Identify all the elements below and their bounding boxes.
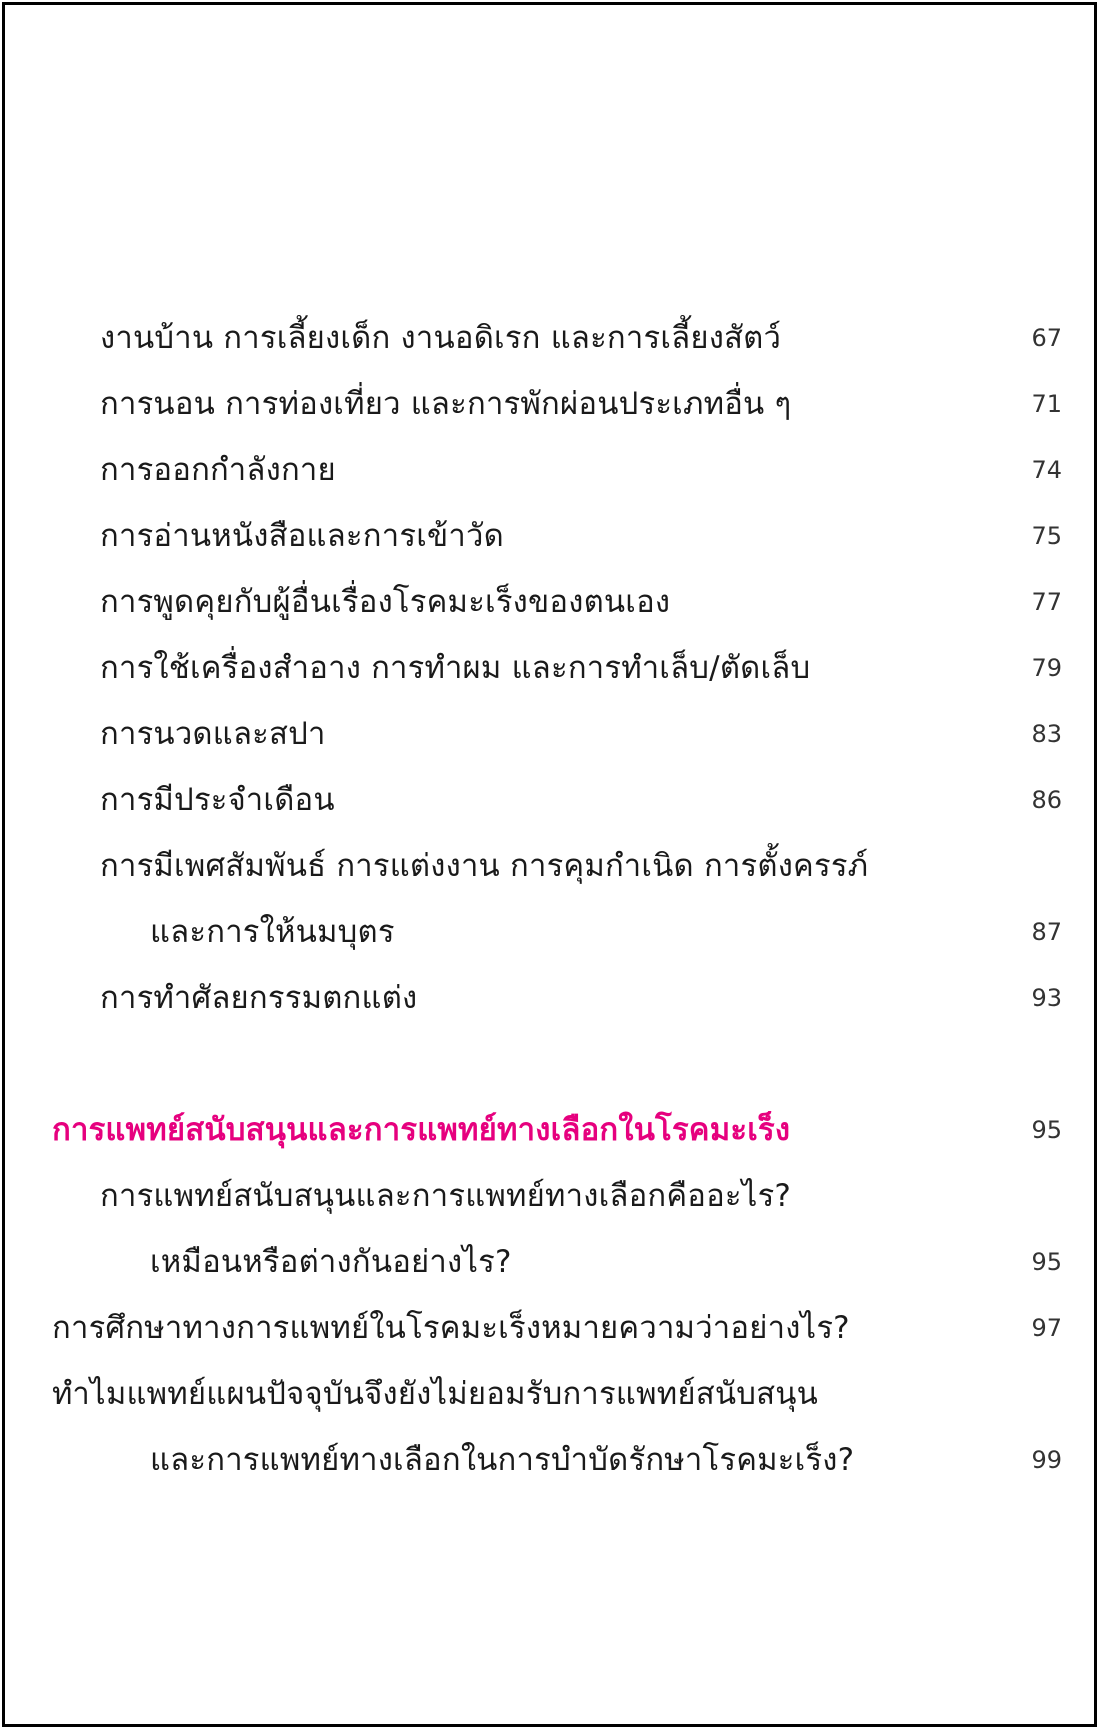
- toc-page-row: [0, 577, 1103, 627]
- toc-page-row: [0, 1105, 1103, 1155]
- toc-page-row: [0, 709, 1103, 759]
- toc-page-number: 77: [1031, 588, 1062, 616]
- toc-entry-text: การอ่านหนังสือและการเข้าวัด: [100, 518, 504, 554]
- toc-page-number: 75: [1031, 522, 1062, 550]
- toc-page-row: [0, 775, 1103, 825]
- toc-entry-text: ทำไมแพทย์แผนปัจจุบันจึงยังไม่ยอมรับการแพทย์สนับสนุน: [52, 1376, 818, 1412]
- toc-page-number: 95: [1031, 1116, 1062, 1144]
- toc-page-row: [0, 445, 1103, 495]
- toc-entry-text: การมีเพศสัมพันธ์ การแต่งงาน การคุมกำเนิด การตั้งครรภ์: [100, 848, 869, 884]
- toc-entry-text: การแพทย์สนับสนุนและการแพทย์ทางเลือกคืออะไร?: [100, 1178, 792, 1214]
- toc-page-row: [0, 1369, 1103, 1419]
- toc-entry-text: การทำศัลยกรรมตกแต่ง: [100, 980, 418, 1016]
- toc-page-number: 67: [1031, 324, 1062, 352]
- toc-page-number: 83: [1031, 720, 1062, 748]
- toc-page-row: [0, 1435, 1103, 1485]
- toc-entry-text: การศึกษาทางการแพทย์ในโรคมะเร็งหมายความว่าอย่างไร?: [52, 1310, 850, 1346]
- toc-entry-text: และการแพทย์ทางเลือกในการบำบัดรักษาโรคมะเร็ง?: [150, 1442, 855, 1478]
- toc-entry-text: เหมือนหรือต่างกันอย่างไร?: [150, 1244, 512, 1280]
- toc-page-row: [0, 1171, 1103, 1221]
- toc-entry-text: การนวดและสปา: [100, 716, 326, 752]
- toc-section-heading-text: การแพทย์สนับสนุนและการแพทย์ทางเลือกในโรคมะเร็ง: [52, 1112, 791, 1148]
- toc-entry-text: การมีประจำเดือน: [100, 782, 335, 818]
- toc-entry-text: การพูดคุยกับผู้อื่นเรื่องโรคมะเร็งของตนเอง: [100, 584, 671, 620]
- toc-page-number: 93: [1031, 984, 1062, 1012]
- toc-page-row: [0, 313, 1103, 363]
- toc-entry-text: งานบ้าน การเลี้ยงเด็ก งานอดิเรก และการเลี้ยงสัตว์: [100, 320, 782, 356]
- toc-page-number: 95: [1031, 1248, 1062, 1276]
- toc-page-row: [0, 1237, 1103, 1287]
- toc-page-number: 71: [1031, 390, 1062, 418]
- toc-page-row: [0, 379, 1103, 429]
- toc-entry-text: การใช้เครื่องสำอาง การทำผม และการทำเล็บ/ตัดเล็บ: [100, 650, 811, 686]
- toc-page-number: 79: [1031, 654, 1062, 682]
- toc-entry-text: การออกกำลังกาย: [100, 452, 336, 488]
- toc-page-row: [0, 907, 1103, 957]
- toc-page-row: [0, 511, 1103, 561]
- toc-page-row: [0, 1303, 1103, 1353]
- toc-page-number: 99: [1031, 1446, 1062, 1474]
- toc-page-row: [0, 841, 1103, 891]
- toc-page-row: [0, 973, 1103, 1023]
- toc-page-number: 86: [1031, 786, 1062, 814]
- toc-page-number: 87: [1031, 918, 1062, 946]
- toc-entry-text: และการให้นมบุตร: [150, 914, 395, 950]
- toc-page-row: [0, 643, 1103, 693]
- toc-page-number: 97: [1031, 1314, 1062, 1342]
- toc-page-number: 74: [1031, 456, 1062, 484]
- toc-entry-text: การนอน การท่องเที่ยว และการพักผ่อนประเภทอื่น ๆ: [100, 386, 792, 422]
